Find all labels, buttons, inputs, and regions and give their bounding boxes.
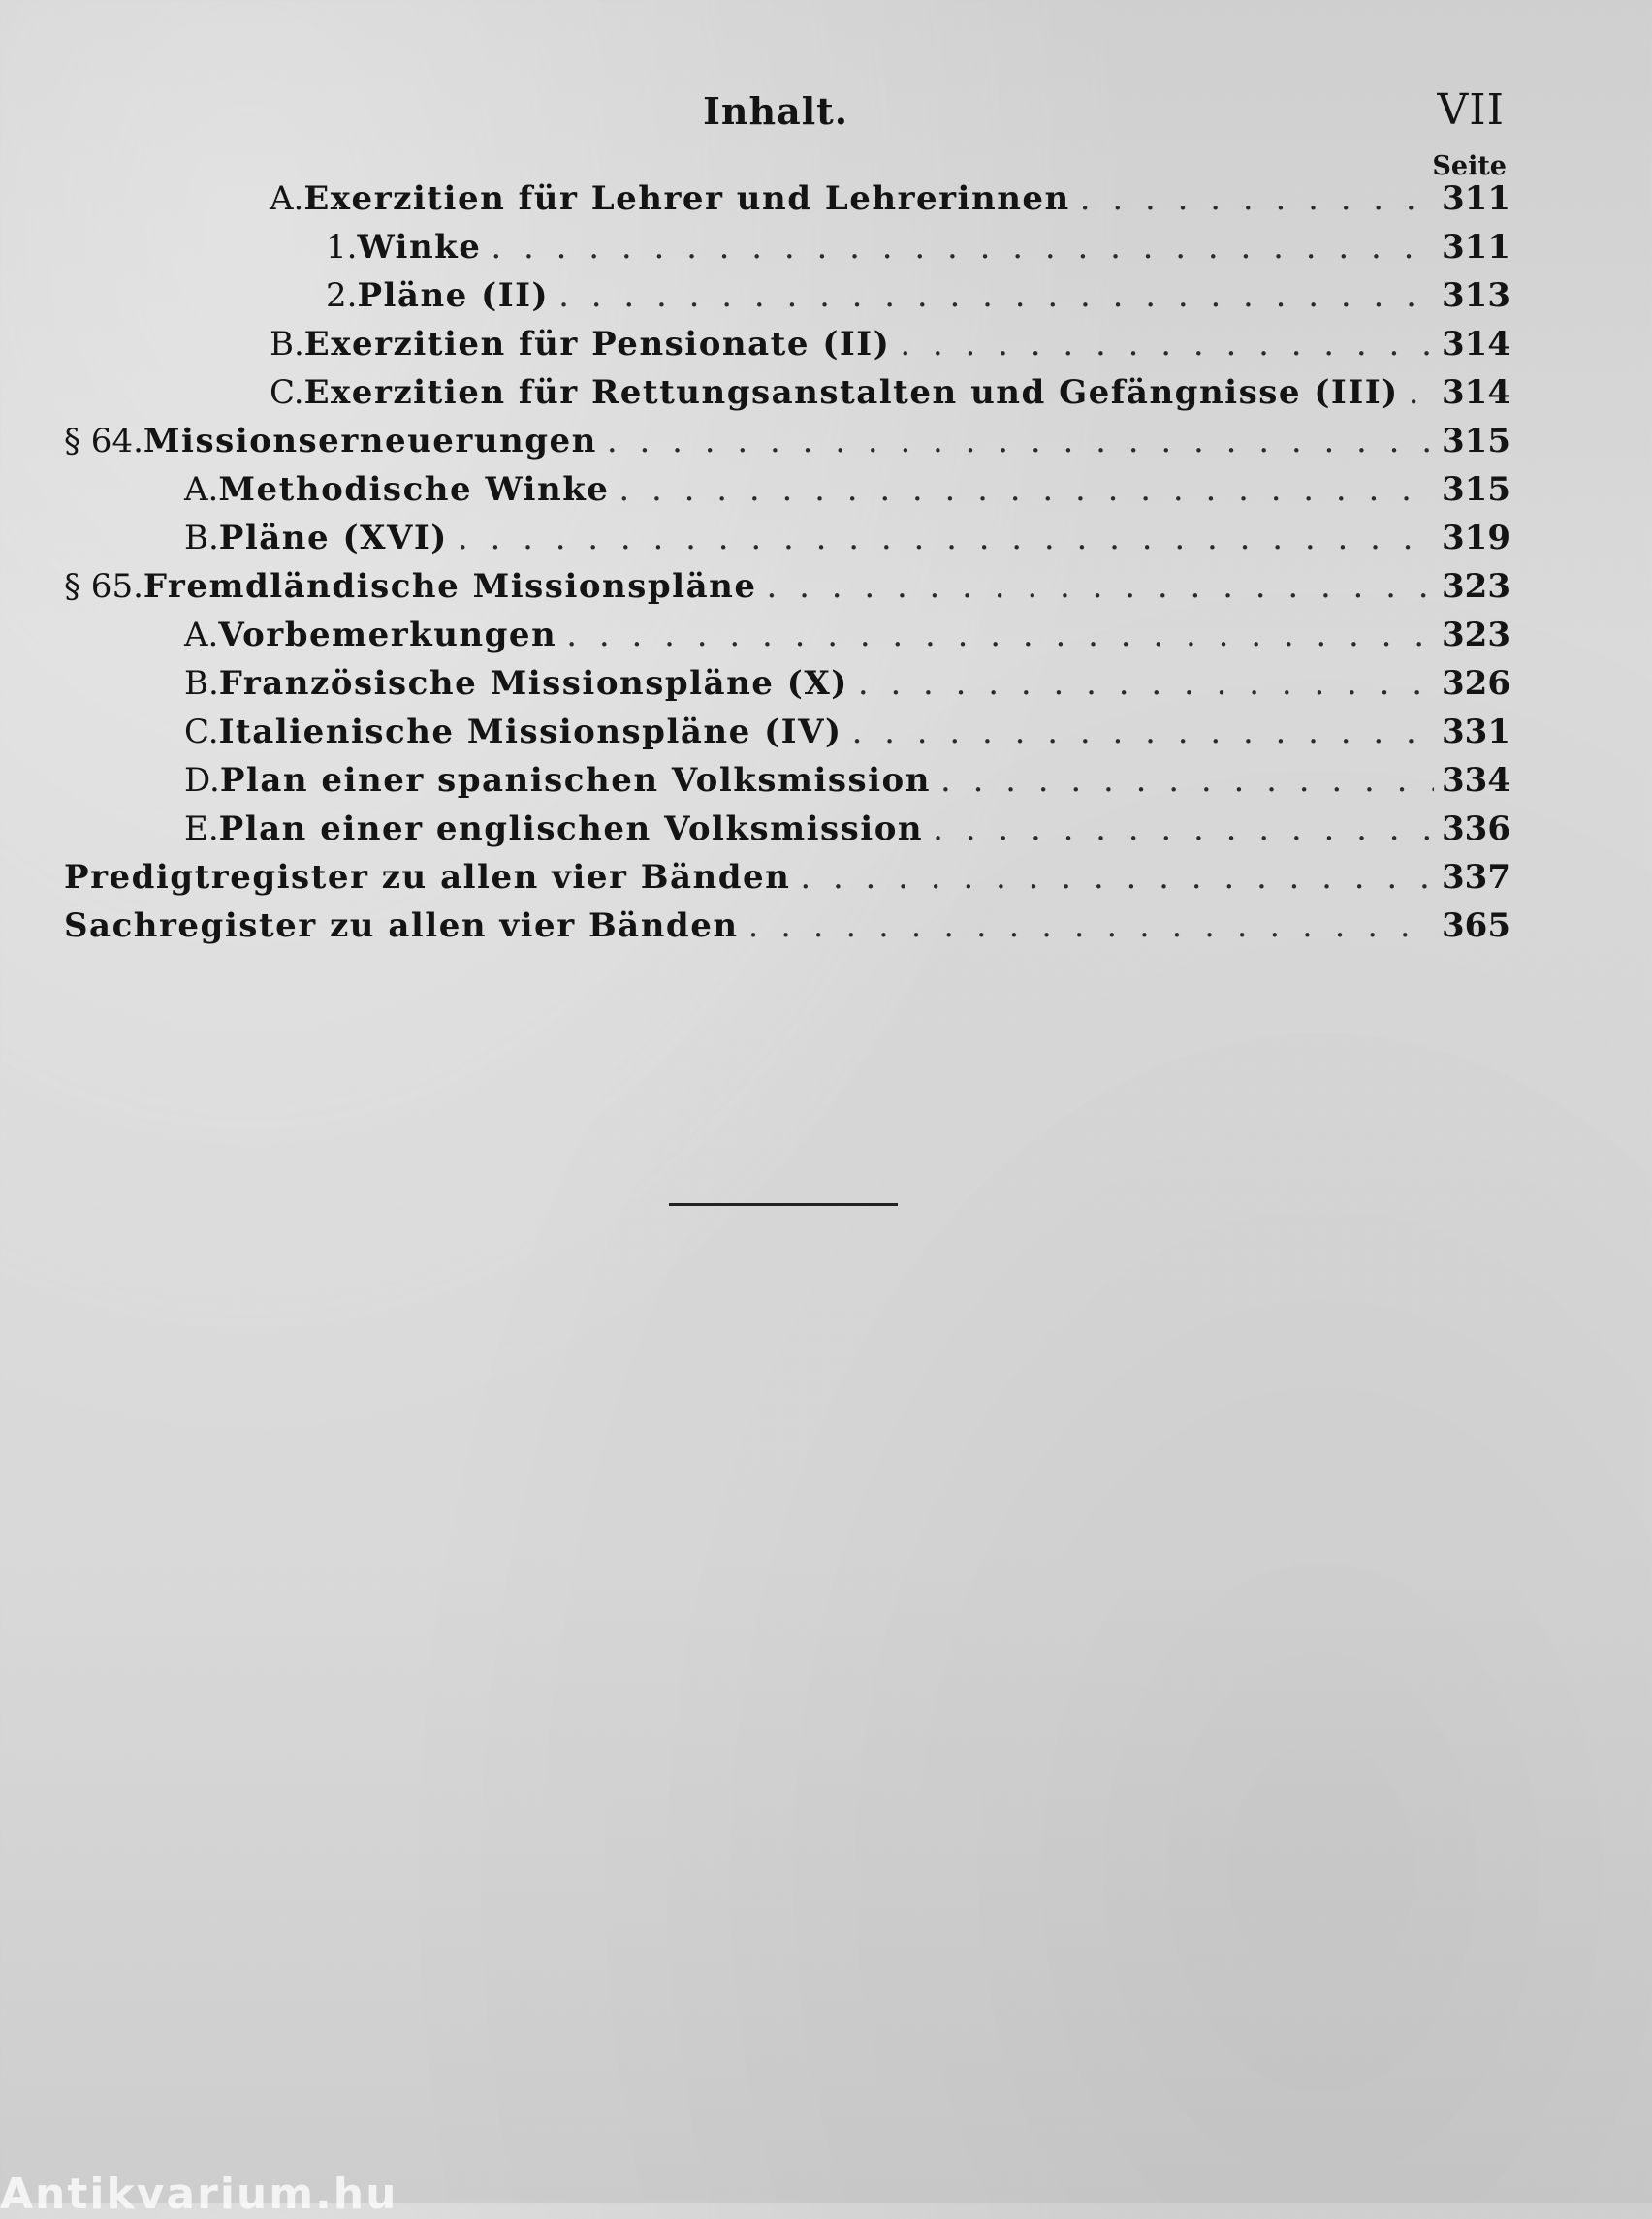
toc-entry [64,368,1510,417]
toc-entry-title: Fremdländische Missionspläne [143,567,757,606]
toc-entry [64,174,1510,223]
dot-leader [748,902,1434,950]
toc-entry-number: 2. [326,276,358,315]
toc-entry-number: B. [184,664,219,703]
toc-entry [64,465,1510,514]
toc-entry [64,853,1510,902]
dot-leader [1409,368,1434,417]
dot-leader [566,611,1434,659]
toc-entry-title: Exerzitien für Rettungsanstalten und Gefängnisse (III) [303,373,1399,412]
dot-leader [619,465,1434,514]
closing-rule-divider [669,1203,898,1206]
toc-entry-title: Methodische Winke [218,470,610,509]
toc-entry-page: 313 [1442,276,1510,315]
toc-entry-title: Exerzitien für Lehrer und Lehrerinnen [303,179,1070,218]
toc-entry-page: 365 [1442,906,1510,945]
toc-entry-number: B. [184,519,219,557]
dot-leader [900,320,1434,368]
toc-entry-page: 334 [1442,761,1510,800]
toc-entry-number: D. [184,761,220,800]
dot-leader [558,271,1434,320]
toc-entry [64,562,1510,611]
page-header-title: Inhalt. [703,89,848,133]
toc-entry-number: § 64. [64,422,143,460]
toc-entry-page: 319 [1442,519,1510,557]
toc-entry-title: Plan einer spanischen Volksmission [219,761,931,800]
toc-entry-page: 331 [1442,713,1510,751]
toc-entry-number: A. [184,616,219,654]
dot-leader [800,853,1434,902]
toc-entry-title: Missionserneuerungen [143,422,597,460]
toc-entry [64,417,1510,465]
toc-entry-number: § 65. [64,567,143,606]
toc-entry-page: 323 [1442,616,1510,654]
toc-entry-page: 315 [1442,470,1510,509]
toc-entry-page: 337 [1442,858,1510,897]
watermark: Antikvarium.hu [0,2170,398,2219]
dot-leader [491,223,1434,271]
toc-entry-title: Italienische Missionspläne (IV) [218,713,842,751]
dot-leader [766,562,1434,611]
toc-entry-number: B. [270,325,304,364]
toc-entry-number: C. [184,713,219,751]
toc-entry-page: 314 [1442,373,1510,412]
toc-entry-title: Plan einer englischen Volksmission [218,809,924,848]
seite-column-label: Seite [1432,151,1507,181]
toc-entry-page: 311 [1442,179,1510,218]
toc-entry-page: 326 [1442,664,1510,703]
toc-entry [64,611,1510,659]
toc-entry [64,320,1510,368]
table-of-contents [64,174,1510,950]
toc-entry-number: 1. [326,228,358,267]
toc-entry-title: Exerzitien für Pensionate (II) [303,325,891,364]
toc-entry-title: Sachregister zu allen vier Bänden [64,906,739,945]
dot-leader [1080,174,1434,223]
toc-entry-number: E. [184,809,219,848]
toc-entry [64,514,1510,562]
toc-entry-page: 314 [1442,325,1510,364]
toc-entry-number: A. [270,179,304,218]
toc-entry-number: A. [184,470,219,509]
dot-leader [940,756,1434,805]
toc-entry [64,708,1510,756]
toc-entry [64,659,1510,708]
toc-entry-page: 323 [1442,567,1510,606]
toc-entry-page: 311 [1442,228,1510,267]
dot-leader [458,514,1434,562]
toc-entry [64,271,1510,320]
dot-leader [933,805,1434,853]
toc-entry [64,223,1510,271]
toc-entry-title: Pläne (XVI) [218,519,448,557]
toc-entry-title: Vorbemerkungen [218,616,557,654]
dot-leader [858,659,1434,708]
toc-entry-number: C. [270,373,304,412]
toc-entry [64,756,1510,805]
toc-entry-page: 336 [1442,809,1510,848]
toc-entry [64,902,1510,950]
dot-leader [607,417,1434,465]
page-number: VII [1437,85,1505,135]
dot-leader [852,708,1434,756]
toc-entry-title: Pläne (II) [357,276,550,315]
toc-entry-title: Französische Missionspläne (X) [218,664,848,703]
toc-entry-page: 315 [1442,422,1510,460]
toc-entry-title: Winke [357,228,482,267]
toc-entry-title: Predigtregister zu allen vier Bänden [64,858,791,897]
toc-entry [64,805,1510,853]
